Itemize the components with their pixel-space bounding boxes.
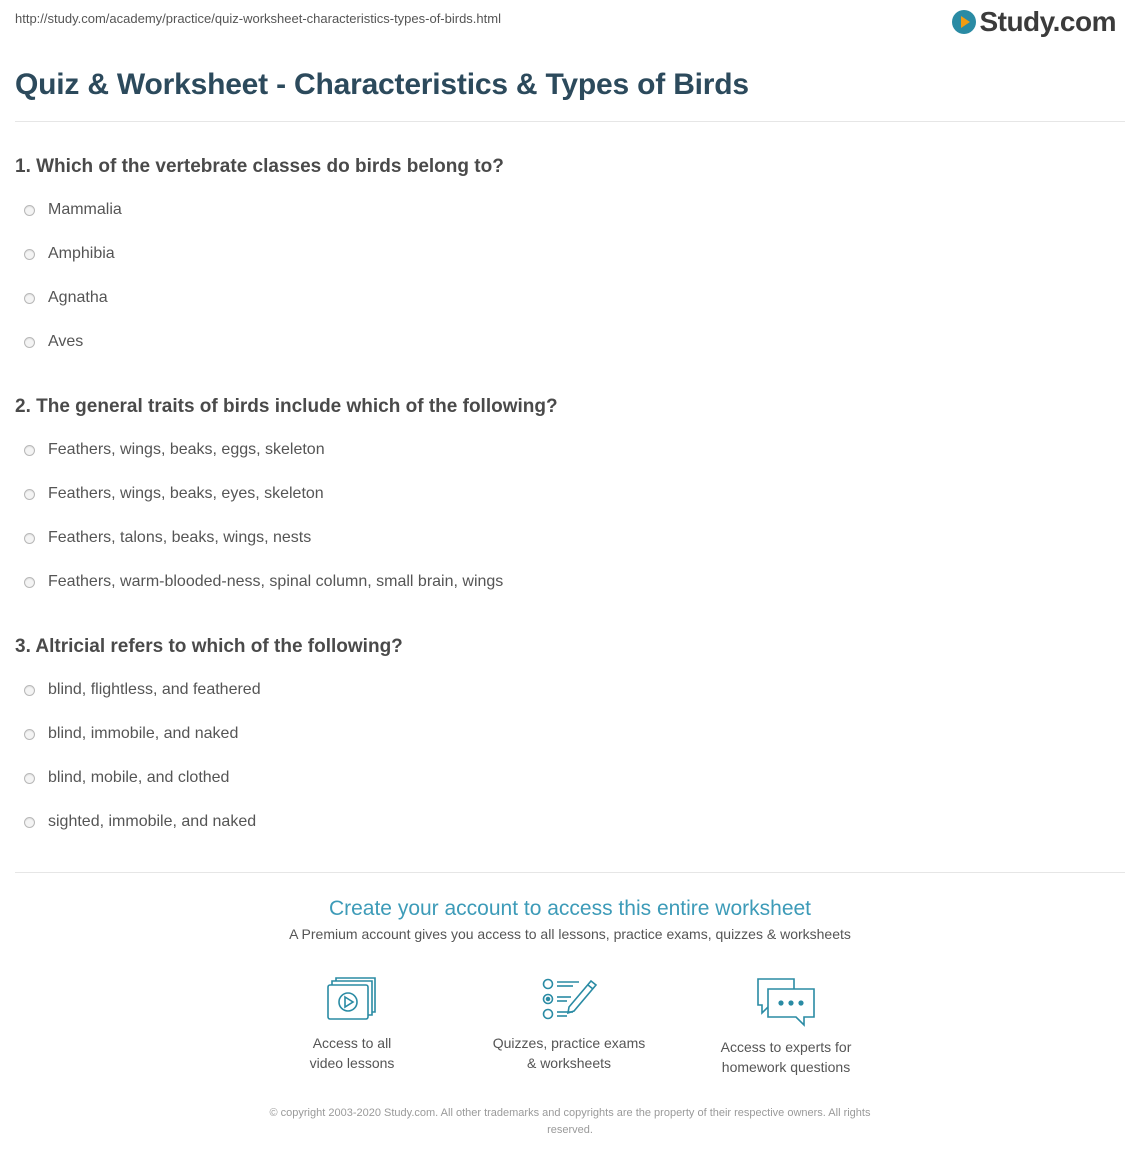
feature-label-line1: Access to all	[312, 1035, 392, 1051]
divider	[15, 872, 1125, 873]
radio-button[interactable]	[24, 533, 35, 544]
feature-label-line2: & worksheets	[526, 1055, 612, 1071]
answer-label: Amphibia	[48, 245, 115, 262]
answer-label: Mammalia	[48, 201, 122, 218]
radio-button[interactable]	[24, 489, 35, 500]
study-logo[interactable]	[952, 6, 1116, 38]
answer-option[interactable]	[24, 668, 1115, 712]
answer-label: Feathers, wings, beaks, eyes, skeleton	[48, 485, 324, 502]
radio-button[interactable]	[24, 293, 35, 304]
answer-label: Feathers, wings, beaks, eggs, skeleton	[48, 441, 325, 458]
quiz-checklist-icon	[539, 975, 599, 1023]
answer-label: Aves	[48, 333, 84, 350]
answer-option[interactable]	[24, 428, 1115, 472]
radio-button[interactable]	[24, 817, 35, 828]
copyright-notice	[210, 1105, 930, 1139]
copyright-line1: © copyright 2003-2020 Study.com. All other trademarks and copyrights are the property of their respective owners. All rights	[269, 1107, 871, 1119]
answer-label: Feathers, warm-blooded-ness, spinal column, small brain, wings	[48, 573, 504, 590]
answer-option[interactable]	[24, 516, 1115, 560]
divider	[15, 121, 1125, 122]
radio-button[interactable]	[24, 249, 35, 260]
question-text: 2. The general traits of birds include which of the following?	[15, 396, 558, 417]
question-2	[15, 396, 1115, 604]
answer-label: blind, flightless, and feathered	[48, 681, 261, 698]
answer-option[interactable]	[24, 276, 1115, 320]
radio-button[interactable]	[24, 685, 35, 696]
page-url[interactable]: http://study.com/academy/practice/quiz-worksheet-characteristics-types-of-birds.html	[15, 11, 501, 26]
answer-option[interactable]	[24, 756, 1115, 800]
question-1	[15, 156, 1115, 364]
question-3	[15, 636, 1115, 844]
answer-option[interactable]	[24, 712, 1115, 756]
feature-label-line1: Quizzes, practice exams	[492, 1035, 646, 1051]
feature-label-line2: homework questions	[721, 1059, 851, 1075]
answer-option[interactable]	[24, 232, 1115, 276]
answer-label: blind, mobile, and clothed	[48, 769, 230, 786]
logo-text: Study.com	[979, 6, 1116, 37]
answer-option[interactable]	[24, 188, 1115, 232]
copyright-line2: reserved.	[547, 1124, 593, 1136]
radio-button[interactable]	[24, 337, 35, 348]
answer-label: Agnatha	[48, 289, 108, 306]
question-text: 3. Altricial refers to which of the following?	[15, 636, 403, 657]
page-title: Quiz & Worksheet - Characteristics & Types of Birds	[15, 68, 749, 101]
radio-button[interactable]	[24, 773, 35, 784]
video-lessons-icon	[324, 975, 380, 1023]
radio-button[interactable]	[24, 445, 35, 456]
answer-option[interactable]	[24, 560, 1115, 604]
top-bar	[0, 0, 1140, 50]
create-account-link[interactable]: Create your account to access this entire worksheet	[328, 897, 812, 920]
feature-video-lessons	[252, 975, 452, 1073]
answer-option[interactable]	[24, 320, 1115, 364]
answer-label: Feathers, talons, beaks, wings, nests	[48, 529, 312, 546]
radio-button[interactable]	[24, 729, 35, 740]
feature-label-line1: Access to experts for	[720, 1039, 852, 1055]
play-logo-icon	[952, 10, 976, 34]
answer-label: blind, immobile, and naked	[48, 725, 239, 742]
cta-subtitle: A Premium account gives you access to all lessons, practice exams, quizzes & worksheets	[289, 926, 851, 942]
answer-label: sighted, immobile, and naked	[48, 813, 257, 830]
feature-quizzes	[469, 975, 669, 1073]
answer-option[interactable]	[24, 472, 1115, 516]
answer-option[interactable]	[24, 800, 1115, 844]
feature-label-line2: video lessons	[309, 1055, 395, 1071]
chat-bubbles-icon	[754, 975, 818, 1027]
feature-experts	[686, 975, 886, 1077]
radio-button[interactable]	[24, 577, 35, 588]
question-text: 1. Which of the vertebrate classes do birds belong to?	[15, 156, 504, 177]
radio-button[interactable]	[24, 205, 35, 216]
